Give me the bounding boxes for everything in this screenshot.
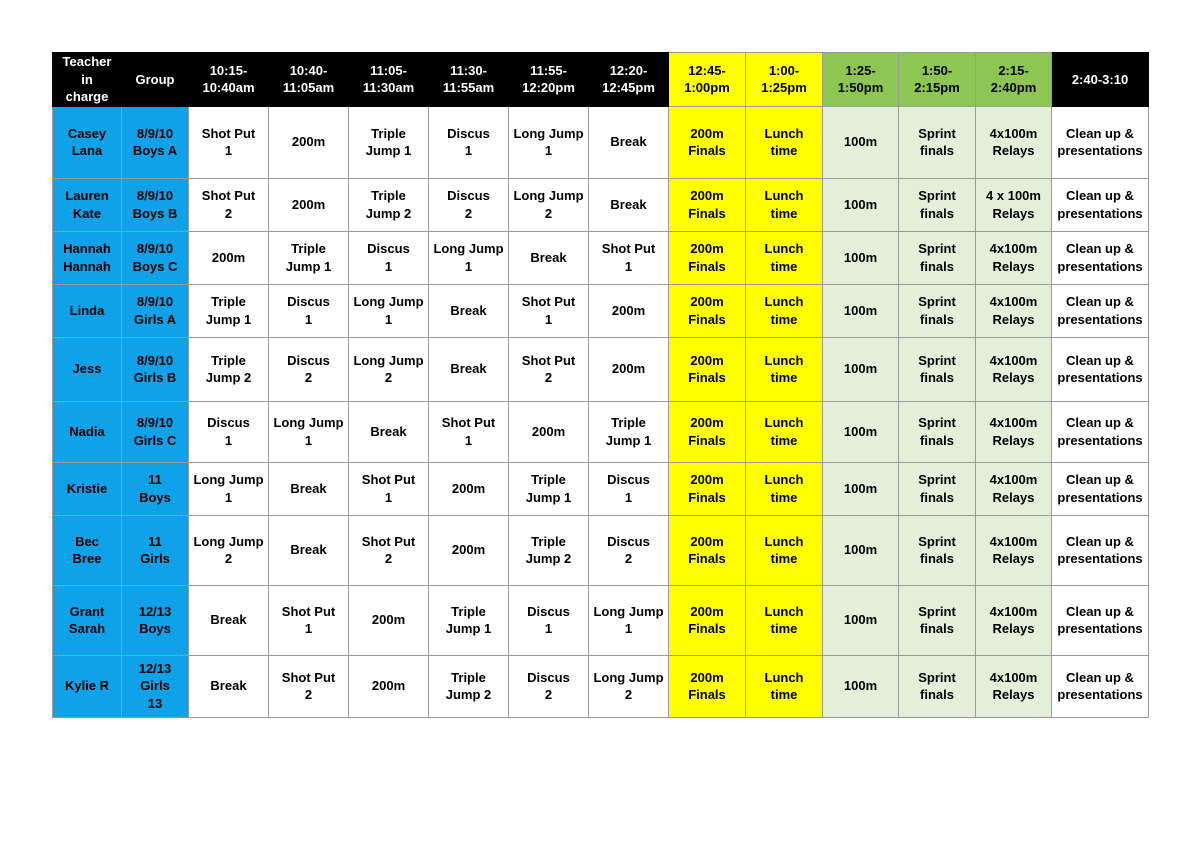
teacher-cell: Kylie R [53, 655, 122, 717]
activity-cell: Discus 1 [589, 462, 669, 515]
activity-cell: 100m [823, 106, 899, 178]
header-timeslot: 2:40-3:10 [1052, 53, 1149, 107]
activity-cell: 200m Finals [669, 655, 746, 717]
group-cell: 8/9/10 Boys B [122, 178, 189, 231]
activity-cell: Long Jump 2 [349, 337, 429, 401]
activity-cell: Long Jump 2 [589, 655, 669, 717]
activity-cell: 100m [823, 585, 899, 655]
activity-cell: 200m [349, 655, 429, 717]
activity-cell: 4x100m Relays [976, 585, 1052, 655]
activity-cell: Break [349, 401, 429, 462]
activity-cell: Triple Jump 2 [349, 178, 429, 231]
activity-cell: Sprint finals [899, 231, 976, 284]
table-row [53, 655, 1149, 717]
table-row [53, 515, 1149, 585]
activity-cell: Break [429, 284, 509, 337]
header-timeslot: 12:45- 1:00pm [669, 53, 746, 107]
header-timeslot: 1:50- 2:15pm [899, 53, 976, 107]
activity-cell: Lunch time [746, 462, 823, 515]
activity-cell: Shot Put 2 [349, 515, 429, 585]
activity-cell: Shot Put 1 [589, 231, 669, 284]
activity-cell: Sprint finals [899, 515, 976, 585]
activity-cell: Lunch time [746, 515, 823, 585]
activity-cell: 4x100m Relays [976, 231, 1052, 284]
table-row [53, 231, 1149, 284]
header-timeslot: 10:15- 10:40am [189, 53, 269, 107]
activity-cell: Sprint finals [899, 337, 976, 401]
activity-cell: Shot Put 1 [349, 462, 429, 515]
table-row [53, 401, 1149, 462]
activity-cell: 100m [823, 231, 899, 284]
activity-cell: Long Jump 2 [509, 178, 589, 231]
activity-cell: Triple Jump 2 [429, 655, 509, 717]
activity-cell: Clean up & presentations [1052, 585, 1149, 655]
activity-cell: 200m [429, 515, 509, 585]
table-row [53, 284, 1149, 337]
activity-cell: Shot Put 1 [189, 106, 269, 178]
activity-cell: Lunch time [746, 655, 823, 717]
activity-cell: 100m [823, 401, 899, 462]
header-timeslot: 1:00- 1:25pm [746, 53, 823, 107]
activity-cell: Long Jump 1 [189, 462, 269, 515]
teacher-cell: Nadia [53, 401, 122, 462]
activity-cell: 100m [823, 655, 899, 717]
activity-cell: Break [269, 515, 349, 585]
activity-cell: Shot Put 1 [509, 284, 589, 337]
teacher-cell: Kristie [53, 462, 122, 515]
activity-cell: Break [269, 462, 349, 515]
activity-cell: Break [589, 106, 669, 178]
activity-cell: 200m Finals [669, 284, 746, 337]
activity-cell: Sprint finals [899, 401, 976, 462]
activity-cell: Break [189, 655, 269, 717]
activity-cell: Triple Jump 2 [509, 515, 589, 585]
table-row [53, 337, 1149, 401]
activity-cell: Discus 1 [509, 585, 589, 655]
activity-cell: Discus 1 [189, 401, 269, 462]
activity-cell: 200m Finals [669, 401, 746, 462]
activity-cell: Long Jump 1 [589, 585, 669, 655]
activity-cell: Sprint finals [899, 655, 976, 717]
activity-cell: Triple Jump 1 [349, 106, 429, 178]
activity-cell: Shot Put 1 [269, 585, 349, 655]
activity-cell: 4x100m Relays [976, 284, 1052, 337]
activity-cell: Clean up & presentations [1052, 284, 1149, 337]
activity-cell: Lunch time [746, 231, 823, 284]
activity-cell: Triple Jump 1 [589, 401, 669, 462]
activity-cell: 4x100m Relays [976, 515, 1052, 585]
activity-cell: Lunch time [746, 401, 823, 462]
activity-cell: Clean up & presentations [1052, 106, 1149, 178]
activity-cell: Discus 1 [429, 106, 509, 178]
activity-cell: Clean up & presentations [1052, 231, 1149, 284]
group-cell: 8/9/10 Girls A [122, 284, 189, 337]
header-timeslot: 12:20- 12:45pm [589, 53, 669, 107]
header-timeslot: 11:05- 11:30am [349, 53, 429, 107]
activity-cell: 4x100m Relays [976, 401, 1052, 462]
table-row [53, 178, 1149, 231]
table-row [53, 462, 1149, 515]
teacher-cell: Casey Lana [53, 106, 122, 178]
activity-cell: Clean up & presentations [1052, 178, 1149, 231]
schedule-body [53, 53, 1149, 718]
header-timeslot: 1:25- 1:50pm [823, 53, 899, 107]
activity-cell: Long Jump 1 [349, 284, 429, 337]
activity-cell: 200m Finals [669, 515, 746, 585]
activity-cell: 200m Finals [669, 462, 746, 515]
activity-cell: Long Jump 1 [269, 401, 349, 462]
activity-cell: 100m [823, 515, 899, 585]
table-row [53, 106, 1149, 178]
group-cell: 12/13 Boys [122, 585, 189, 655]
activity-cell: Discus 1 [349, 231, 429, 284]
activity-cell: Discus 2 [509, 655, 589, 717]
header-row [53, 53, 1149, 107]
activity-cell: 200m Finals [669, 585, 746, 655]
header-teacher: Teacher in charge [53, 53, 122, 107]
table-row [53, 585, 1149, 655]
activity-cell: 100m [823, 337, 899, 401]
activity-cell: Shot Put 2 [509, 337, 589, 401]
activity-cell: Lunch time [746, 284, 823, 337]
activity-cell: Shot Put 2 [269, 655, 349, 717]
activity-cell: 100m [823, 284, 899, 337]
group-cell: 12/13 Girls 13 [122, 655, 189, 717]
activity-cell: Discus 2 [589, 515, 669, 585]
activity-cell: Clean up & presentations [1052, 462, 1149, 515]
header-timeslot: 2:15- 2:40pm [976, 53, 1052, 107]
activity-cell: 200m [269, 178, 349, 231]
activity-cell: Lunch time [746, 337, 823, 401]
activity-cell: Discus 2 [429, 178, 509, 231]
header-timeslot: 11:30- 11:55am [429, 53, 509, 107]
group-cell: 11 Girls [122, 515, 189, 585]
activity-cell: Lunch time [746, 585, 823, 655]
activity-cell: 200m [189, 231, 269, 284]
activity-cell: Sprint finals [899, 462, 976, 515]
teacher-cell: Linda [53, 284, 122, 337]
activity-cell: Clean up & presentations [1052, 401, 1149, 462]
activity-cell: Triple Jump 1 [429, 585, 509, 655]
activity-cell: 100m [823, 178, 899, 231]
activity-cell: Clean up & presentations [1052, 337, 1149, 401]
activity-cell: Discus 2 [269, 337, 349, 401]
teacher-cell: Hannah Hannah [53, 231, 122, 284]
header-group: Group [122, 53, 189, 107]
sports-day-schedule-table [52, 52, 1149, 718]
activity-cell: Sprint finals [899, 178, 976, 231]
activity-cell: Sprint finals [899, 284, 976, 337]
activity-cell: 200m [349, 585, 429, 655]
activity-cell: 200m [589, 337, 669, 401]
activity-cell: 4 x 100m Relays [976, 178, 1052, 231]
group-cell: 8/9/10 Girls C [122, 401, 189, 462]
activity-cell: Shot Put 1 [429, 401, 509, 462]
teacher-cell: Jess [53, 337, 122, 401]
activity-cell: 4x100m Relays [976, 337, 1052, 401]
group-cell: 8/9/10 Boys A [122, 106, 189, 178]
activity-cell: Triple Jump 1 [269, 231, 349, 284]
activity-cell: Break [429, 337, 509, 401]
activity-cell: 200m [589, 284, 669, 337]
activity-cell: 200m Finals [669, 106, 746, 178]
group-cell: 8/9/10 Girls B [122, 337, 189, 401]
activity-cell: Triple Jump 2 [189, 337, 269, 401]
activity-cell: 100m [823, 462, 899, 515]
activity-cell: 200m Finals [669, 231, 746, 284]
activity-cell: Clean up & presentations [1052, 515, 1149, 585]
activity-cell: 4x100m Relays [976, 106, 1052, 178]
header-timeslot: 10:40- 11:05am [269, 53, 349, 107]
teacher-cell: Bec Bree [53, 515, 122, 585]
activity-cell: Triple Jump 1 [509, 462, 589, 515]
activity-cell: Triple Jump 1 [189, 284, 269, 337]
activity-cell: Sprint finals [899, 106, 976, 178]
activity-cell: 200m [509, 401, 589, 462]
activity-cell: Long Jump 2 [189, 515, 269, 585]
activity-cell: 200m [269, 106, 349, 178]
header-timeslot: 11:55- 12:20pm [509, 53, 589, 107]
activity-cell: Discus 1 [269, 284, 349, 337]
group-cell: 11 Boys [122, 462, 189, 515]
activity-cell: 200m Finals [669, 178, 746, 231]
activity-cell: Break [189, 585, 269, 655]
activity-cell: 4x100m Relays [976, 655, 1052, 717]
activity-cell: 200m [429, 462, 509, 515]
activity-cell: Break [509, 231, 589, 284]
activity-cell: Lunch time [746, 178, 823, 231]
activity-cell: Lunch time [746, 106, 823, 178]
activity-cell: Sprint finals [899, 585, 976, 655]
teacher-cell: Lauren Kate [53, 178, 122, 231]
activity-cell: Long Jump 1 [429, 231, 509, 284]
teacher-cell: Grant Sarah [53, 585, 122, 655]
activity-cell: Clean up & presentations [1052, 655, 1149, 717]
activity-cell: 4x100m Relays [976, 462, 1052, 515]
activity-cell: 200m Finals [669, 337, 746, 401]
activity-cell: Break [589, 178, 669, 231]
activity-cell: Shot Put 2 [189, 178, 269, 231]
group-cell: 8/9/10 Boys C [122, 231, 189, 284]
activity-cell: Long Jump 1 [509, 106, 589, 178]
